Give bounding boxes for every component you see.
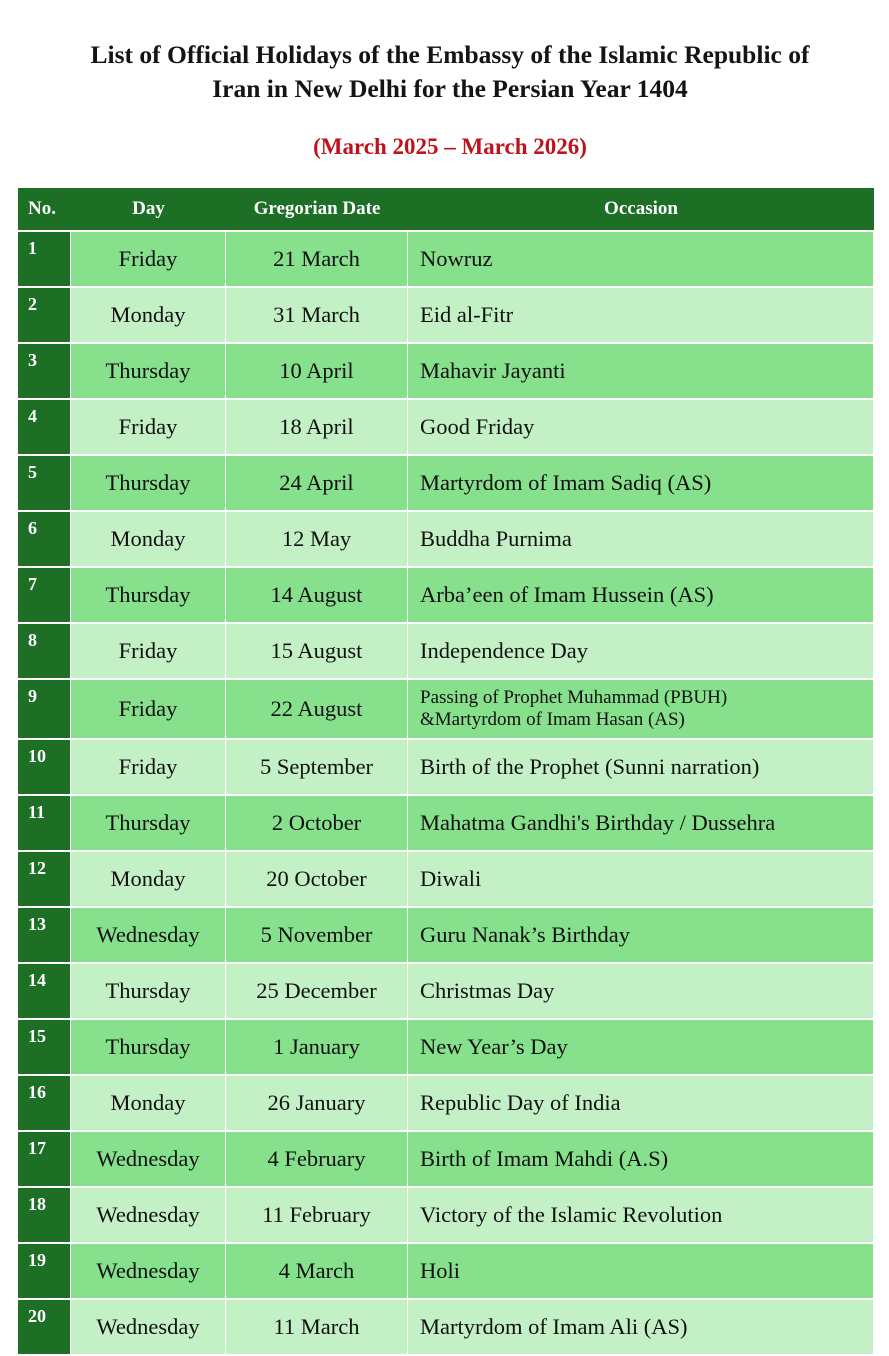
row-gregorian-date: 31 March [226,288,408,342]
row-day: Thursday [71,1020,226,1074]
row-occasion: Martyrdom of Imam Ali (AS) [408,1300,874,1354]
table-row [18,568,874,622]
row-day: Thursday [71,344,226,398]
table-row [18,288,874,342]
title-line-1: List of Official Holidays of the Embassy of the Islamic Republic of [90,40,810,69]
row-number: 10 [18,740,71,794]
row-day: Wednesday [71,1188,226,1242]
row-gregorian-date: 18 April [226,400,408,454]
row-occasion: Good Friday [408,400,874,454]
column-header-occasion: Occasion [408,188,874,230]
row-number: 3 [18,344,71,398]
table-row [18,1132,874,1186]
table-row [18,796,874,850]
table-row [18,1020,874,1074]
row-gregorian-date: 12 May [226,512,408,566]
row-day: Friday [71,740,226,794]
table-row [18,680,874,738]
row-occasion: Birth of the Prophet (Sunni narration) [408,740,874,794]
row-number: 1 [18,232,71,286]
row-number: 14 [18,964,71,1018]
row-day: Thursday [71,568,226,622]
row-day: Wednesday [71,1132,226,1186]
row-gregorian-date: 11 February [226,1188,408,1242]
row-gregorian-date: 22 August [226,680,408,738]
row-occasion: Birth of Imam Mahdi (A.S) [408,1132,874,1186]
row-day: Thursday [71,796,226,850]
table-row [18,232,874,286]
row-occasion: Diwali [408,852,874,906]
document-title [20,38,880,106]
row-number: 8 [18,624,71,678]
table-row [18,1188,874,1242]
row-gregorian-date: 15 August [226,624,408,678]
table-row [18,456,874,510]
row-day: Thursday [71,456,226,510]
table-row [18,400,874,454]
date-range-subtitle: (March 2025 – March 2026) [313,134,587,159]
row-occasion: Independence Day [408,624,874,678]
column-header-no: No. [18,188,71,230]
row-number: 19 [18,1244,71,1298]
table-row [18,1076,874,1130]
row-day: Monday [71,852,226,906]
row-occasion: Victory of the Islamic Revolution [408,1188,874,1242]
row-gregorian-date: 4 February [226,1132,408,1186]
row-number: 15 [18,1020,71,1074]
table-row [18,512,874,566]
row-number: 17 [18,1132,71,1186]
holidays-table [18,186,874,1356]
table-row [18,740,874,794]
row-occasion: Mahatma Gandhi's Birthday / Dussehra [408,796,874,850]
row-number: 4 [18,400,71,454]
row-day: Friday [71,680,226,738]
row-number: 12 [18,852,71,906]
column-header-day: Day [71,188,226,230]
row-occasion: Holi [408,1244,874,1298]
row-gregorian-date: 20 October [226,852,408,906]
row-gregorian-date: 14 August [226,568,408,622]
row-number: 20 [18,1300,71,1354]
occasion-line-1: Passing of Prophet Muhammad (PBUH) [420,687,728,708]
row-gregorian-date: 26 January [226,1076,408,1130]
row-day: Thursday [71,964,226,1018]
row-occasion: Martyrdom of Imam Sadiq (AS) [408,456,874,510]
row-day: Friday [71,624,226,678]
table-row [18,908,874,962]
row-number: 18 [18,1188,71,1242]
row-occasion: Republic Day of India [408,1076,874,1130]
row-gregorian-date: 1 January [226,1020,408,1074]
row-gregorian-date: 24 April [226,456,408,510]
row-number: 9 [18,680,71,738]
table-header-row [18,188,874,230]
row-number: 13 [18,908,71,962]
row-occasion: Eid al-Fitr [408,288,874,342]
row-number: 16 [18,1076,71,1130]
row-occasion: Arba’een of Imam Hussein (AS) [408,568,874,622]
row-number: 2 [18,288,71,342]
table-row [18,344,874,398]
row-day: Friday [71,400,226,454]
row-day: Monday [71,1076,226,1130]
table-row [18,624,874,678]
row-day: Wednesday [71,1300,226,1354]
row-occasion: Guru Nanak’s Birthday [408,908,874,962]
table-row [18,1244,874,1298]
row-day: Friday [71,232,226,286]
row-gregorian-date: 2 October [226,796,408,850]
row-number: 6 [18,512,71,566]
title-line-2: Iran in New Delhi for the Persian Year 1404 [212,74,688,103]
row-day: Wednesday [71,1244,226,1298]
row-gregorian-date: 11 March [226,1300,408,1354]
row-occasion: Buddha Purnima [408,512,874,566]
table-row [18,852,874,906]
table-row [18,964,874,1018]
column-header-date: Gregorian Date [226,188,408,230]
row-gregorian-date: 4 March [226,1244,408,1298]
row-gregorian-date: 5 November [226,908,408,962]
table-row [18,1300,874,1354]
row-day: Monday [71,512,226,566]
row-occasion: Nowruz [408,232,874,286]
row-number: 11 [18,796,71,850]
occasion-line-2: &Martyrdom of Imam Hasan (AS) [420,709,685,730]
row-gregorian-date: 25 December [226,964,408,1018]
row-occasion [408,680,874,738]
row-number: 7 [18,568,71,622]
row-occasion: New Year’s Day [408,1020,874,1074]
row-gregorian-date: 5 September [226,740,408,794]
row-gregorian-date: 10 April [226,344,408,398]
row-gregorian-date: 21 March [226,232,408,286]
row-number: 5 [18,456,71,510]
row-day: Monday [71,288,226,342]
row-day: Wednesday [71,908,226,962]
row-occasion: Christmas Day [408,964,874,1018]
row-occasion: Mahavir Jayanti [408,344,874,398]
